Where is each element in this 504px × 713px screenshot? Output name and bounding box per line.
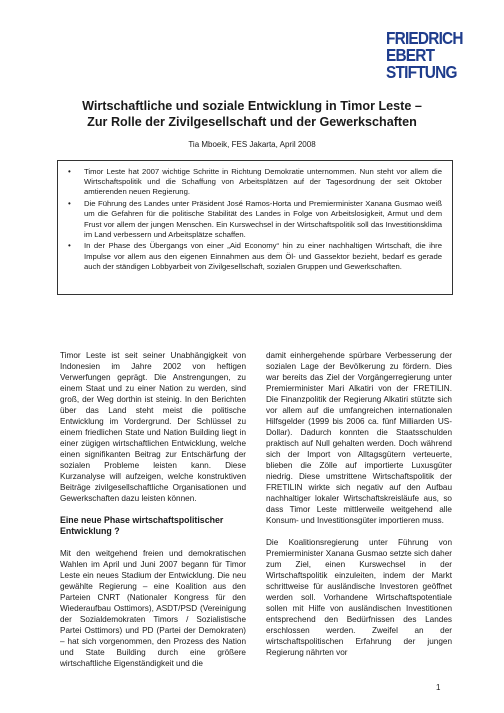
bullet-icon: •: [68, 167, 71, 176]
bullet-icon: •: [68, 241, 71, 251]
body-paragraph: Die Koalitionsregierung unter Führung von Premierminister Xanana Gusmao setzte sich daher zum Ziel, einen Kurswechsel in der Wirtschaftspolitik einzuleiten, indem der Markt schrittweise für ausländische Investoren geöffnet werden soll. Vorhandene Wirtschaftspotentiale sollen mit Hilfe von ausländischen Investitionen entsprechend den Bedürfnissen des Landes erschlossen werden. Zweifel an der wirtschaftspolitischen Erfahrung der jungen Regierung nährten vor: [266, 538, 452, 657]
logo-line-1: FRIEDRICH: [386, 28, 463, 48]
logo-line-2: EBERT: [386, 45, 435, 65]
summary-list: [66, 167, 442, 272]
page-number: 1: [436, 683, 441, 692]
summary-text: Timor Leste hat 2007 wichtige Schritte in Richtung Demokratie unternommen. Nun steht vor allem die Wirtschaftspolitik und die Schaffung von Arbeitsplätzen auf der Tagesordnung der seit Oktober amtierenden neuen Regierung.: [84, 167, 442, 197]
summary-box: [57, 160, 453, 295]
intro-paragraph: Timor Leste ist seit seiner Unabhängigkeit von Indonesien im Jahre 2002 von heftigen Verwerfungen geprägt. Die Anstrengungen, zu einem Staat und zu einer Nation zu werden, sind groß, der Weg dorthin ist steinig. In den Berichten über das Land steht meist die politische Entwicklung im Vordergrund. Der Schlüssel zu einem friedlichen State und Nation Building liegt in einer zügigen wirtschaftlichen Entwicklung, welche einen signifikanten Beitrag zur Entschärfung der sozialen Probleme leisten kann. Diese Kurzanalyse will aufzeigen, welche konstruktiven Beiträge zivilgesellschaftliche Organisationen und Gewerkschaften dazu leisten können.: [60, 351, 246, 503]
logo-line-3: STIFTUNG: [386, 62, 457, 82]
friedrich-ebert-stiftung-logo: [386, 30, 467, 81]
body-paragraph: damit einhergehende spürbare Verbesserung der sozialen Lage der Bevölkerung zu fördern. Dies war bereits das Ziel der Vorgängerregierung unter Premierminister Mari Alkatiri von der FRETILIN. Die Finanzpolitik der Regierung Alkatiri stützte sich vor allem auf die umfangreichen internationalen Hilfsgelder (1999 bis 2006 ca. fünf Milliarden US-Dollar). Dadurch konnten die Staatsschulden praktisch auf Null gehalten werden. Doch während sich der Import von Alltagsgütern verteuerte, blieben die Zölle auf importierte Luxusgüter niedrig. Diese umstrittene Wirtschaftspolitik der FRETILIN wirkte sich negativ auf den Aufbau nachhaltiger lokaler Wirtschaftskreisläufe aus, so dass Timor Leste mittlerweile weitgehend alle Konsum- und Investitionsgüter importieren muss.: [266, 351, 452, 525]
summary-item: [66, 199, 442, 240]
summary-text: Die Führung des Landes unter Präsident José Ramos-Horta und Premierminister Xanana Gusmao weiß um die Gefahren für die politische Stabilität des Landes in Folge von Arbeitslosigkeit, Armut und dem Frust vor allem der jungen Menschen. Ein Kurswechsel in der Wirtschaftspolitik soll das Investitionsklima im Land verbessern und Arbeitsplätze schaffen.: [84, 199, 442, 239]
section-heading: Eine neue Phase wirtschaftspolitischer Entwicklung ?: [60, 515, 224, 536]
right-column: [266, 350, 452, 669]
bullet-icon: •: [68, 199, 71, 209]
title-line-2: Zur Rolle der Zivilgesellschaft und der Gewerkschaften: [87, 115, 417, 129]
left-column: [60, 350, 246, 680]
summary-item: [66, 241, 442, 272]
author-byline: Tia Mboeik, FES Jakarta, April 2008: [188, 140, 316, 149]
summary-text: In der Phase des Übergangs von einer „Aid Economy“ hin zu einer nachhaltigen Wirtschaft, die ihre Impulse vor allem aus den eigenen Einnahmen aus dem Öl- und Gassektor bezieht, bedarf es gerade auch der ständigen Lobbyarbeit von Zivilgesellschaft, sozialen Gruppen und Gewerkschaften.: [84, 241, 442, 271]
title-line-1: Wirtschaftliche und soziale Entwicklung in Timor Leste –: [82, 99, 422, 113]
summary-item: [66, 167, 442, 198]
body-paragraph: Mit den weitgehend freien und demokratischen Wahlen im April und Juni 2007 begann für Timor Leste ein neues Stadium der Entwicklung. Die neu gewählte Regierung – eine Koalition aus den Parteien CNRT (Nationaler Kongress für den Wiederaufbau Osttimors), ASDT/PSD (Vereinigung der Sozialdemokraten Timors / Sozialistische Partei Osttimors) und PD (Partei der Demokraten) – hat sich vorgenommen, den Prozess des Nation und State Building durch eine größere wirtschaftliche Eigenständigkeit und die: [60, 549, 246, 668]
document-title: [40, 98, 464, 130]
